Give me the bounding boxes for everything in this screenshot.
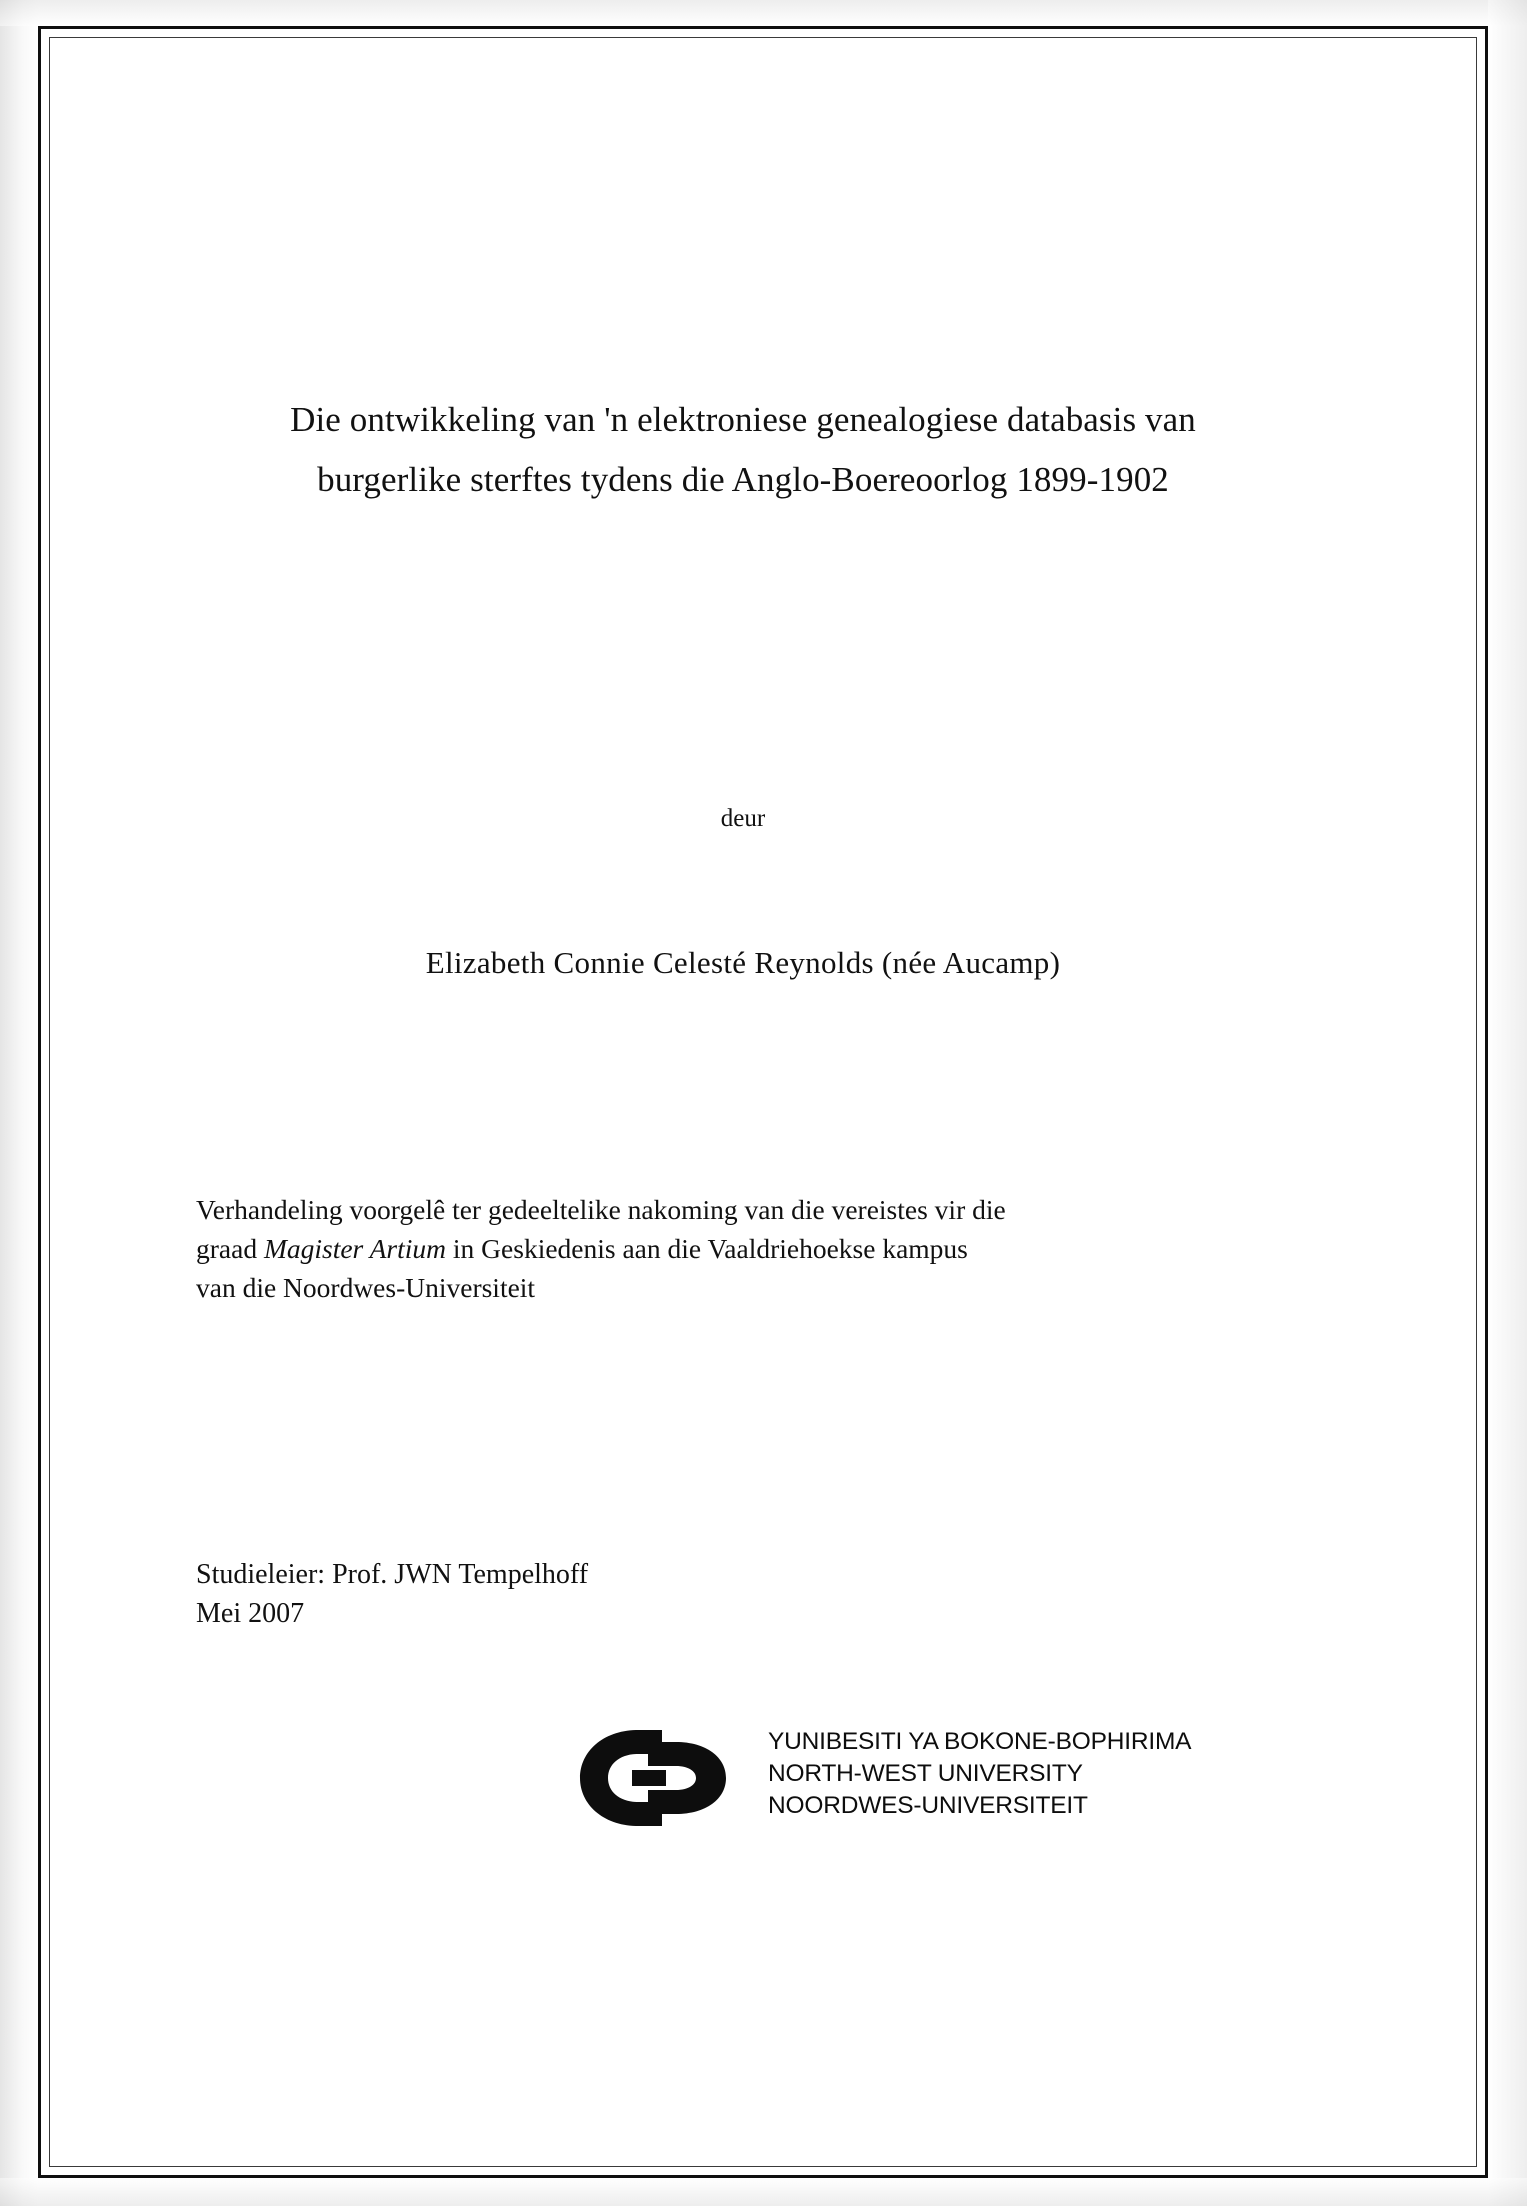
logo-text-line-1: YUNIBESITI YA BOKONE-BOPHIRIMA: [768, 1728, 1192, 1755]
degree-statement: [196, 1190, 1281, 1307]
title-line-2: burgerlike sterftes tydens die Anglo-Boereoorlog 1899-1902: [317, 459, 1169, 499]
logo-text-line-3: NOORDWES-UNIVERSITEIT: [768, 1791, 1088, 1819]
title-line-1: Die ontwikkeling van 'n elektroniese genealogiese databasis van: [290, 400, 1196, 439]
degree-statement-line-2: [196, 1229, 1281, 1268]
author-name: Elizabeth Connie Celesté Reynolds (née Aucamp): [425, 945, 1061, 980]
degree-statement-line-3: van die Noordwes-Universiteit: [196, 1272, 536, 1304]
scan-edge-shadow-bottom: [0, 2178, 1527, 2206]
supervisor-block: [196, 1555, 1096, 1633]
north-west-university-logo-icon: [566, 1724, 766, 1832]
by-word: deur: [720, 805, 766, 832]
degree-statement-line-2-post: in Geskiedenis aan die Vaaldriehoekse kampus: [446, 1233, 968, 1265]
degree-name-italic: Magister Artium: [263, 1233, 447, 1265]
page-title: [188, 390, 1298, 509]
scan-edge-shadow-right: [1488, 0, 1527, 2206]
university-logo-block: [566, 1720, 1206, 1840]
scan-edge-shadow-top: [0, 0, 1527, 26]
supervisor-line: Studieleier: Prof. JWN Tempelhoff: [196, 1559, 589, 1590]
date-line: Mei 2007: [196, 1598, 305, 1630]
title-page-content: [148, 60, 1338, 2100]
university-logo-text: [768, 1726, 1208, 1822]
logo-text-line-2: NORTH-WEST UNIVERSITY: [768, 1759, 1083, 1787]
degree-statement-line-1: Verhandeling voorgelê ter gedeeltelike nakoming van die vereistes vir die: [196, 1194, 1006, 1225]
scan-edge-shadow-left: [0, 0, 38, 2206]
degree-statement-line-2-pre: graad: [196, 1233, 264, 1265]
